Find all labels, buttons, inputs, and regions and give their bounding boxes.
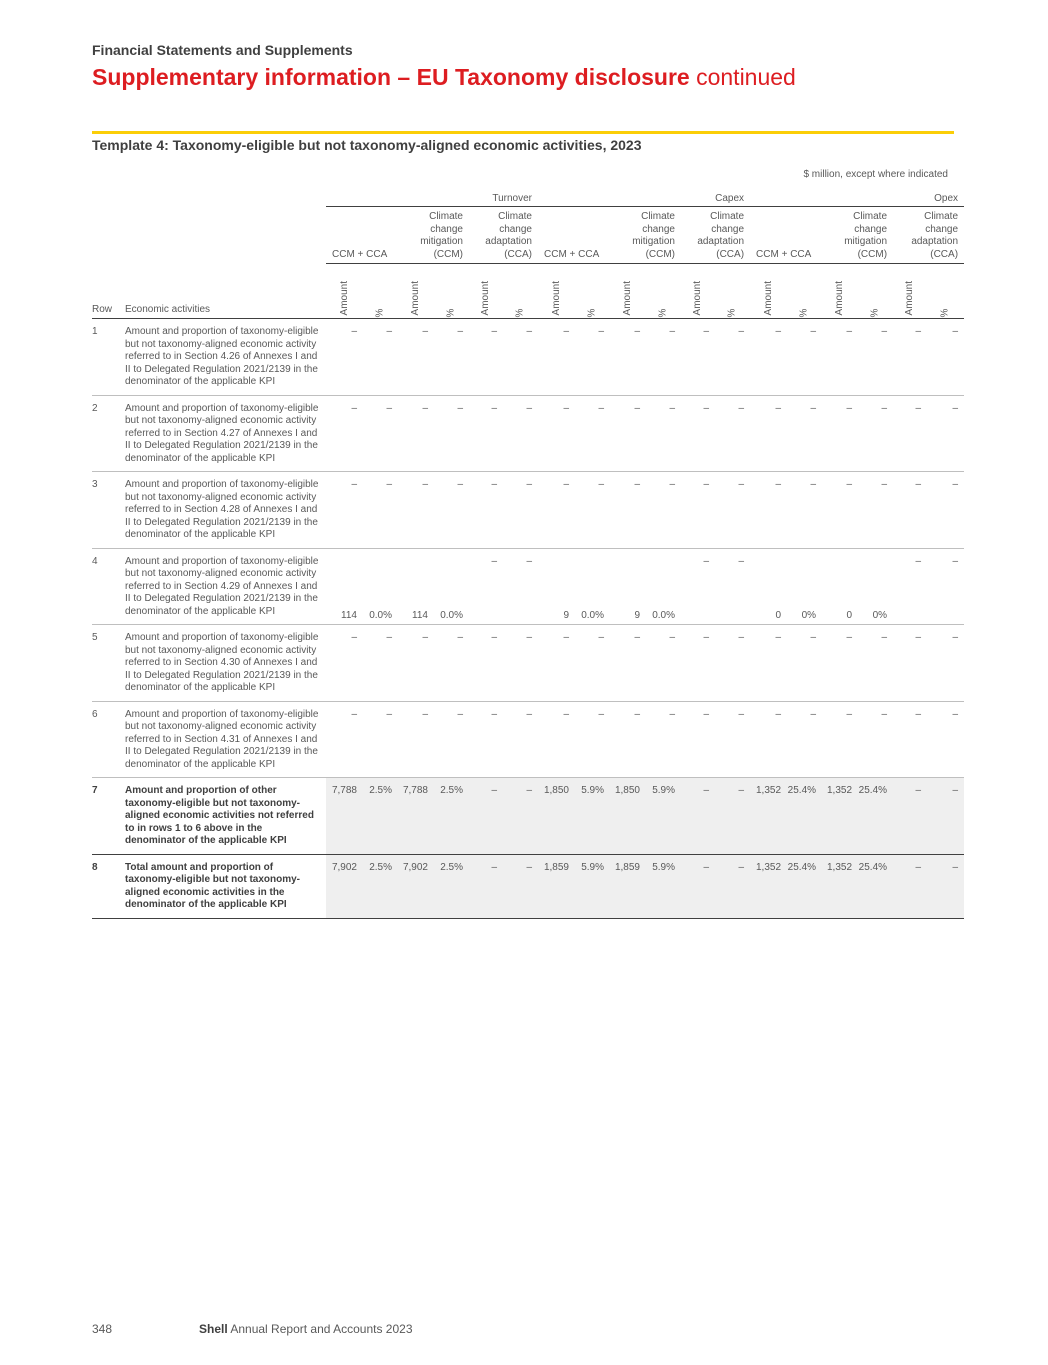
amount-cell: 7,788 bbox=[326, 778, 363, 855]
percent-label: % bbox=[939, 308, 951, 318]
subgroup-ccm-cca: CCM + CCA bbox=[750, 207, 822, 264]
amount-cell: – bbox=[326, 625, 363, 702]
percent-cell: – bbox=[646, 625, 681, 702]
amount-cell: – bbox=[750, 319, 787, 396]
table-row bbox=[92, 472, 964, 549]
percent-cell: – bbox=[927, 395, 964, 472]
subgroup-ccm-cca: CCM + CCA bbox=[326, 207, 398, 264]
amount-cell: 1,352 bbox=[750, 854, 787, 918]
amount-cell: – bbox=[398, 701, 434, 778]
percent-cell: 5.9% bbox=[575, 778, 610, 855]
subgroup-cca: Climate change adaptation (CCA) bbox=[681, 207, 750, 264]
amount-cell: – bbox=[893, 778, 927, 855]
percent-cell: 5.9% bbox=[646, 854, 681, 918]
amount-column-header bbox=[469, 264, 503, 319]
percent-cell: – bbox=[503, 319, 538, 396]
percent-cell: – bbox=[787, 701, 822, 778]
amount-cell: 1,850 bbox=[538, 778, 575, 855]
amount-cell: – bbox=[538, 701, 575, 778]
amount-cell: – bbox=[893, 472, 927, 549]
page-title-main: Supplementary information – EU Taxonomy disclosure bbox=[92, 64, 690, 90]
amount-cell: – bbox=[681, 395, 715, 472]
percent-cell: – bbox=[503, 854, 538, 918]
amount-cell: 114 bbox=[326, 548, 363, 625]
section-label: Financial Statements and Supplements bbox=[92, 42, 353, 58]
percent-cell: 2.5% bbox=[363, 854, 398, 918]
activities-column-header: Economic activities bbox=[125, 264, 326, 319]
percent-cell: 0% bbox=[787, 548, 822, 625]
publication-name: Annual Report and Accounts 2023 bbox=[227, 1322, 413, 1336]
subgroup-ccm: Climate change mitigation (CCM) bbox=[822, 207, 893, 264]
percent-cell: 0% bbox=[858, 548, 893, 625]
subgroup-header-row bbox=[92, 207, 964, 264]
percent-column-header bbox=[858, 264, 893, 319]
amount-cell: – bbox=[750, 701, 787, 778]
percent-label: % bbox=[798, 308, 810, 318]
percent-cell: – bbox=[715, 854, 750, 918]
page-title-suffix: continued bbox=[689, 64, 796, 90]
percent-cell: – bbox=[363, 395, 398, 472]
row-number: 3 bbox=[92, 472, 125, 549]
amount-cell: – bbox=[681, 472, 715, 549]
amount-cell: – bbox=[538, 625, 575, 702]
percent-label: % bbox=[657, 308, 669, 318]
amount-cell: – bbox=[326, 701, 363, 778]
brand-name: Shell bbox=[199, 1322, 228, 1336]
amount-label: Amount bbox=[904, 280, 916, 315]
percent-cell: – bbox=[927, 701, 964, 778]
amount-label: Amount bbox=[834, 280, 846, 315]
percent-column-header bbox=[927, 264, 964, 319]
activity-description: Total amount and proportion of taxonomy-eligible but not taxonomy-aligned economic activities in the denominator of the applicable KPI bbox=[125, 854, 326, 918]
amount-cell: 1,850 bbox=[610, 778, 646, 855]
amount-cell: 1,352 bbox=[822, 854, 858, 918]
percent-cell: 25.4% bbox=[858, 778, 893, 855]
percent-cell: – bbox=[787, 625, 822, 702]
amount-cell: – bbox=[469, 395, 503, 472]
percent-cell: 0.0% bbox=[646, 548, 681, 625]
amount-cell: 7,788 bbox=[398, 778, 434, 855]
percent-cell: – bbox=[858, 472, 893, 549]
table-row bbox=[92, 319, 964, 396]
percent-cell: – bbox=[646, 472, 681, 549]
percent-cell: – bbox=[503, 472, 538, 549]
amount-cell: – bbox=[610, 395, 646, 472]
amount-column-header bbox=[893, 264, 927, 319]
amount-cell: – bbox=[893, 854, 927, 918]
subgroup-ccm-cca: CCM + CCA bbox=[538, 207, 610, 264]
percent-cell: – bbox=[715, 472, 750, 549]
percent-cell: – bbox=[715, 319, 750, 396]
percent-column-header bbox=[715, 264, 750, 319]
percent-cell: – bbox=[575, 319, 610, 396]
amount-column-header bbox=[681, 264, 715, 319]
percent-column-header bbox=[575, 264, 610, 319]
amount-cell: – bbox=[681, 319, 715, 396]
amount-cell: – bbox=[610, 625, 646, 702]
percent-label: % bbox=[374, 308, 386, 318]
percent-cell: – bbox=[503, 548, 538, 625]
amount-cell: – bbox=[469, 472, 503, 549]
amount-cell: – bbox=[610, 319, 646, 396]
page-title bbox=[92, 64, 796, 91]
percent-cell: – bbox=[927, 472, 964, 549]
subgroup-ccm: Climate change mitigation (CCM) bbox=[398, 207, 469, 264]
row-column-header: Row bbox=[92, 264, 125, 319]
percent-cell: – bbox=[646, 701, 681, 778]
amount-cell: – bbox=[893, 548, 927, 625]
table-row bbox=[92, 548, 964, 625]
amount-cell: – bbox=[326, 472, 363, 549]
activity-description: Amount and proportion of taxonomy-eligible but not taxonomy-aligned economic activity referred to in Section 4.29 of Annexes I and II to Delegated Regulation 2021/2139 in the denominator of the applicable KPI bbox=[125, 548, 326, 625]
amount-cell: – bbox=[681, 548, 715, 625]
amount-cell: 9 bbox=[610, 548, 646, 625]
activity-description: Amount and proportion of other taxonomy-eligible but not taxonomy-aligned economic activities not referred to in rows 1 to 6 above in the denominator of the applicable KPI bbox=[125, 778, 326, 855]
percent-cell: 2.5% bbox=[363, 778, 398, 855]
percent-cell: – bbox=[787, 395, 822, 472]
percent-cell: – bbox=[575, 701, 610, 778]
amount-cell: – bbox=[538, 472, 575, 549]
amount-cell: – bbox=[893, 625, 927, 702]
percent-cell: – bbox=[715, 778, 750, 855]
row-number: 6 bbox=[92, 701, 125, 778]
amount-cell: – bbox=[398, 472, 434, 549]
amount-cell: 1,859 bbox=[610, 854, 646, 918]
percent-cell: – bbox=[787, 472, 822, 549]
footer-brand bbox=[199, 1322, 413, 1336]
amount-cell: – bbox=[681, 854, 715, 918]
amount-cell: – bbox=[610, 701, 646, 778]
amount-label: Amount bbox=[622, 280, 633, 315]
amount-cell: – bbox=[822, 701, 858, 778]
amount-cell: – bbox=[681, 778, 715, 855]
activity-description: Amount and proportion of taxonomy-eligible but not taxonomy-aligned economic activity referred to in Section 4.26 of Annexes I and II to Delegated Regulation 2021/2139 in the denominator of the applicable KPI bbox=[125, 319, 326, 396]
table-row bbox=[92, 395, 964, 472]
group-turnover: Turnover bbox=[326, 192, 538, 207]
percent-cell: – bbox=[434, 701, 469, 778]
amount-column-header bbox=[326, 264, 363, 319]
amount-cell: – bbox=[610, 472, 646, 549]
subgroup-cca: Climate change adaptation (CCA) bbox=[469, 207, 538, 264]
row-number: 4 bbox=[92, 548, 125, 625]
row-number: 5 bbox=[92, 625, 125, 702]
percent-cell: – bbox=[434, 395, 469, 472]
activity-description: Amount and proportion of taxonomy-eligible but not taxonomy-aligned economic activity referred to in Section 4.31 of Annexes I and II to Delegated Regulation 2021/2139 in the denominator of the applicable KPI bbox=[125, 701, 326, 778]
percent-column-header bbox=[646, 264, 681, 319]
percent-cell: – bbox=[927, 854, 964, 918]
group-header-row bbox=[92, 192, 964, 207]
amount-cell: – bbox=[893, 395, 927, 472]
percent-cell: – bbox=[787, 319, 822, 396]
percent-cell: – bbox=[858, 625, 893, 702]
percent-column-header bbox=[434, 264, 469, 319]
template-title: Template 4: Taxonomy-eligible but not taxonomy-aligned economic activities, 2023 bbox=[92, 137, 642, 153]
percent-cell: – bbox=[434, 472, 469, 549]
amount-cell: – bbox=[822, 319, 858, 396]
amount-cell: – bbox=[398, 395, 434, 472]
percent-cell: – bbox=[927, 625, 964, 702]
percent-cell: – bbox=[575, 472, 610, 549]
amount-cell: – bbox=[893, 319, 927, 396]
percent-cell: – bbox=[503, 625, 538, 702]
percent-cell: – bbox=[503, 701, 538, 778]
percent-cell: – bbox=[575, 395, 610, 472]
amount-cell: – bbox=[469, 319, 503, 396]
percent-cell: – bbox=[363, 701, 398, 778]
percent-cell: 5.9% bbox=[646, 778, 681, 855]
percent-cell: – bbox=[646, 319, 681, 396]
percent-cell: – bbox=[858, 319, 893, 396]
amount-column-header bbox=[750, 264, 787, 319]
percent-cell: – bbox=[363, 472, 398, 549]
amount-label: Amount bbox=[550, 280, 562, 315]
column-header-row bbox=[92, 264, 964, 319]
percent-cell: – bbox=[858, 701, 893, 778]
percent-cell: 0.0% bbox=[363, 548, 398, 625]
percent-cell: – bbox=[715, 625, 750, 702]
amount-cell: – bbox=[469, 701, 503, 778]
amount-cell: – bbox=[398, 319, 434, 396]
percent-cell: – bbox=[503, 778, 538, 855]
subgroup-cca: Climate change adaptation (CCA) bbox=[893, 207, 964, 264]
amount-cell: – bbox=[469, 625, 503, 702]
amount-column-header bbox=[538, 264, 575, 319]
amount-cell: – bbox=[750, 395, 787, 472]
table-row bbox=[92, 625, 964, 702]
percent-cell: – bbox=[858, 395, 893, 472]
row-number: 2 bbox=[92, 395, 125, 472]
amount-label: Amount bbox=[410, 280, 421, 315]
amount-cell: 1,352 bbox=[822, 778, 858, 855]
units-note: $ million, except where indicated bbox=[803, 169, 948, 180]
row-number: 1 bbox=[92, 319, 125, 396]
percent-cell: – bbox=[646, 395, 681, 472]
amount-label: Amount bbox=[692, 280, 703, 315]
activity-description: Amount and proportion of taxonomy-eligible but not taxonomy-aligned economic activity referred to in Section 4.28 of Annexes I and II to Delegated Regulation 2021/2139 in the denominator of the applicable KPI bbox=[125, 472, 326, 549]
percent-cell: – bbox=[575, 625, 610, 702]
group-opex: Opex bbox=[750, 192, 964, 207]
amount-column-header bbox=[610, 264, 646, 319]
activity-description: Amount and proportion of taxonomy-eligible but not taxonomy-aligned economic activity referred to in Section 4.30 of Annexes I and II to Delegated Regulation 2021/2139 in the denominator of the applicable KPI bbox=[125, 625, 326, 702]
amount-column-header bbox=[822, 264, 858, 319]
amount-cell: – bbox=[750, 472, 787, 549]
percent-cell: – bbox=[434, 319, 469, 396]
group-capex: Capex bbox=[538, 192, 750, 207]
amount-cell: – bbox=[822, 395, 858, 472]
page-number: 348 bbox=[92, 1322, 113, 1336]
amount-cell: 114 bbox=[398, 548, 434, 625]
row-number: 7 bbox=[92, 778, 125, 855]
amount-cell: – bbox=[469, 854, 503, 918]
amount-cell: 0 bbox=[750, 548, 787, 625]
percent-label: % bbox=[726, 308, 738, 318]
percent-cell: 2.5% bbox=[434, 778, 469, 855]
amount-cell: 7,902 bbox=[326, 854, 363, 918]
amount-cell: – bbox=[822, 472, 858, 549]
row-number: 8 bbox=[92, 854, 125, 918]
taxonomy-table bbox=[92, 192, 964, 919]
percent-column-header bbox=[503, 264, 538, 319]
percent-cell: 0.0% bbox=[575, 548, 610, 625]
amount-column-header bbox=[398, 264, 434, 319]
table-row bbox=[92, 854, 964, 918]
amount-cell: – bbox=[326, 395, 363, 472]
percent-cell: – bbox=[363, 625, 398, 702]
percent-cell: 2.5% bbox=[434, 854, 469, 918]
percent-cell: – bbox=[503, 395, 538, 472]
percent-cell: – bbox=[715, 395, 750, 472]
percent-cell: 5.9% bbox=[575, 854, 610, 918]
percent-column-header bbox=[363, 264, 398, 319]
amount-cell: 1,859 bbox=[538, 854, 575, 918]
percent-cell: – bbox=[715, 701, 750, 778]
percent-cell: – bbox=[927, 548, 964, 625]
amount-cell: – bbox=[681, 701, 715, 778]
amount-cell: – bbox=[822, 625, 858, 702]
amount-cell: – bbox=[893, 701, 927, 778]
percent-cell: 0.0% bbox=[434, 548, 469, 625]
percent-column-header bbox=[787, 264, 822, 319]
table-row bbox=[92, 701, 964, 778]
amount-cell: – bbox=[326, 319, 363, 396]
percent-cell: – bbox=[715, 548, 750, 625]
percent-label: % bbox=[586, 308, 598, 318]
activity-description: Amount and proportion of taxonomy-eligible but not taxonomy-aligned economic activity referred to in Section 4.27 of Annexes I and II to Delegated Regulation 2021/2139 in the denominator of the applicable KPI bbox=[125, 395, 326, 472]
amount-cell: – bbox=[538, 319, 575, 396]
percent-cell: – bbox=[434, 625, 469, 702]
percent-label: % bbox=[445, 308, 457, 318]
amount-cell: 7,902 bbox=[398, 854, 434, 918]
amount-cell: 0 bbox=[822, 548, 858, 625]
amount-cell: 9 bbox=[538, 548, 575, 625]
percent-cell: – bbox=[927, 319, 964, 396]
amount-cell: 1,352 bbox=[750, 778, 787, 855]
amount-cell: – bbox=[469, 548, 503, 625]
amount-cell: – bbox=[681, 625, 715, 702]
percent-cell: 25.4% bbox=[787, 778, 822, 855]
amount-cell: – bbox=[538, 395, 575, 472]
subgroup-ccm: Climate change mitigation (CCM) bbox=[610, 207, 681, 264]
percent-label: % bbox=[514, 308, 526, 318]
amount-label: Amount bbox=[480, 280, 491, 315]
percent-cell: – bbox=[927, 778, 964, 855]
yellow-divider bbox=[92, 131, 954, 134]
table-row bbox=[92, 778, 964, 855]
amount-cell: – bbox=[750, 625, 787, 702]
amount-label: Amount bbox=[338, 280, 350, 315]
percent-cell: – bbox=[363, 319, 398, 396]
percent-cell: 25.4% bbox=[858, 854, 893, 918]
percent-label: % bbox=[869, 308, 881, 318]
table-body bbox=[92, 319, 964, 919]
percent-cell: 25.4% bbox=[787, 854, 822, 918]
amount-cell: – bbox=[398, 625, 434, 702]
amount-label: Amount bbox=[762, 280, 774, 315]
amount-cell: – bbox=[469, 778, 503, 855]
